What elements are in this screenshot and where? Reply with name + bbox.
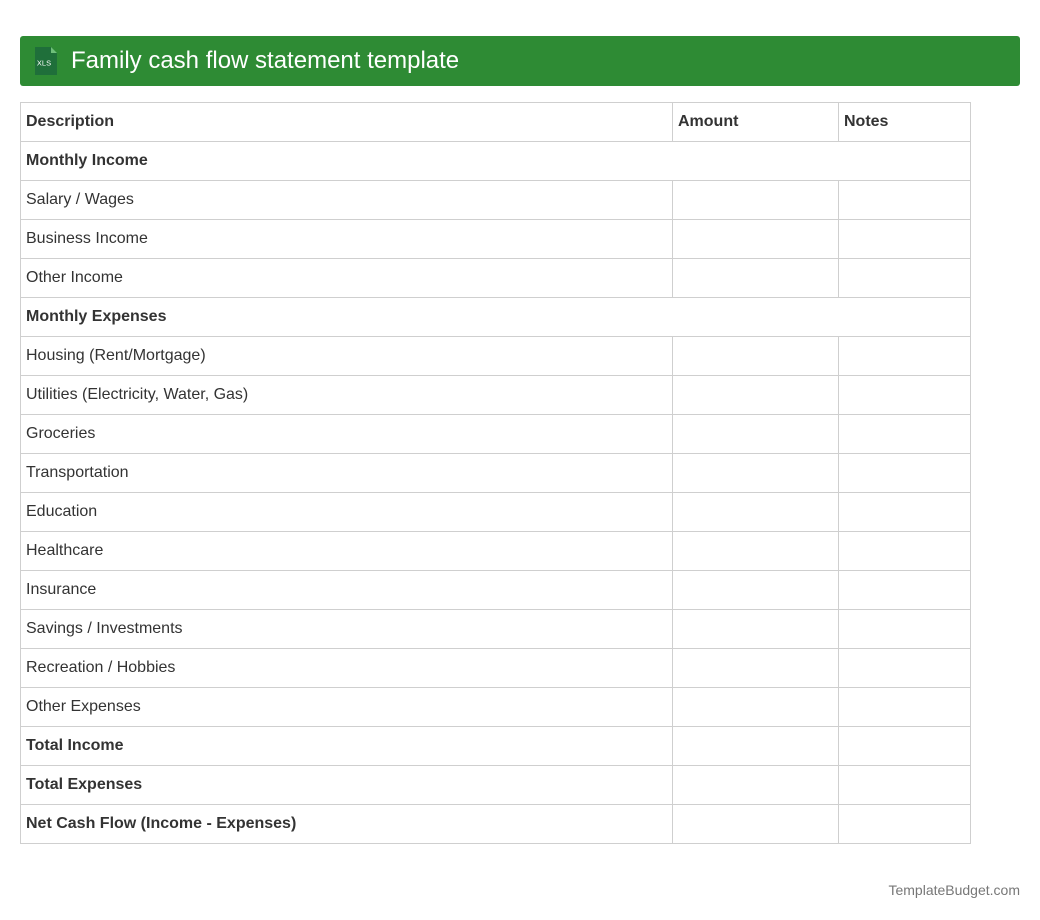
notes-cell[interactable] xyxy=(839,376,971,415)
notes-cell[interactable] xyxy=(839,415,971,454)
table-row xyxy=(21,610,971,649)
row-description: Other Income xyxy=(21,259,673,298)
amount-cell[interactable] xyxy=(673,454,839,493)
row-description: Housing (Rent/Mortgage) xyxy=(21,337,673,376)
section-row xyxy=(21,142,971,181)
amount-cell[interactable] xyxy=(673,766,839,805)
row-description: Education xyxy=(21,493,673,532)
amount-cell[interactable] xyxy=(673,532,839,571)
row-description: Other Expenses xyxy=(21,688,673,727)
total-row xyxy=(21,727,971,766)
notes-cell[interactable] xyxy=(839,571,971,610)
notes-cell[interactable] xyxy=(839,493,971,532)
amount-cell[interactable] xyxy=(673,415,839,454)
notes-cell[interactable] xyxy=(839,805,971,844)
row-description: Groceries xyxy=(21,415,673,454)
table-row xyxy=(21,376,971,415)
notes-cell[interactable] xyxy=(839,181,971,220)
row-description: Total Income xyxy=(21,727,673,766)
notes-cell[interactable] xyxy=(839,532,971,571)
row-description: Transportation xyxy=(21,454,673,493)
row-description: Recreation / Hobbies xyxy=(21,649,673,688)
notes-cell[interactable] xyxy=(839,688,971,727)
amount-cell[interactable] xyxy=(673,181,839,220)
amount-cell[interactable] xyxy=(673,376,839,415)
xls-file-icon xyxy=(32,46,60,76)
row-description: Savings / Investments xyxy=(21,610,673,649)
table-row xyxy=(21,688,971,727)
table-row xyxy=(21,220,971,259)
table-header-row xyxy=(21,103,971,142)
notes-cell[interactable] xyxy=(839,649,971,688)
xls-icon-label: XLS xyxy=(36,58,52,68)
total-row xyxy=(21,766,971,805)
notes-cell[interactable] xyxy=(839,259,971,298)
footer-brand: TemplateBudget.com xyxy=(888,882,1020,898)
row-description: Healthcare xyxy=(21,532,673,571)
notes-cell[interactable] xyxy=(839,766,971,805)
amount-cell[interactable] xyxy=(673,571,839,610)
amount-cell[interactable] xyxy=(673,727,839,766)
table-row xyxy=(21,454,971,493)
row-description: Salary / Wages xyxy=(21,181,673,220)
notes-cell[interactable] xyxy=(839,454,971,493)
row-description: Net Cash Flow (Income - Expenses) xyxy=(21,805,673,844)
total-row xyxy=(21,805,971,844)
amount-cell[interactable] xyxy=(673,688,839,727)
row-description: Business Income xyxy=(21,220,673,259)
amount-cell[interactable] xyxy=(673,337,839,376)
cash-flow-table xyxy=(20,102,971,844)
amount-cell[interactable] xyxy=(673,649,839,688)
row-description: Total Expenses xyxy=(21,766,673,805)
table-row xyxy=(21,259,971,298)
table-row xyxy=(21,532,971,571)
amount-cell[interactable] xyxy=(673,610,839,649)
table-row xyxy=(21,337,971,376)
amount-cell[interactable] xyxy=(673,805,839,844)
notes-cell[interactable] xyxy=(839,610,971,649)
section-row xyxy=(21,298,971,337)
page-title: Family cash flow statement template xyxy=(71,47,460,74)
amount-cell[interactable] xyxy=(673,220,839,259)
table-row xyxy=(21,415,971,454)
table-row xyxy=(21,571,971,610)
row-description: Utilities (Electricity, Water, Gas) xyxy=(21,376,673,415)
table-row xyxy=(21,493,971,532)
amount-cell[interactable] xyxy=(673,493,839,532)
section-label: Monthly Income xyxy=(21,142,971,181)
table-row xyxy=(21,649,971,688)
notes-cell[interactable] xyxy=(839,220,971,259)
section-label: Monthly Expenses xyxy=(21,298,971,337)
table-row xyxy=(21,181,971,220)
column-header-notes: Notes xyxy=(839,103,971,142)
notes-cell[interactable] xyxy=(839,727,971,766)
column-header-description: Description xyxy=(21,103,673,142)
page-header xyxy=(20,36,1020,86)
table-body xyxy=(21,142,971,844)
column-header-amount: Amount xyxy=(673,103,839,142)
notes-cell[interactable] xyxy=(839,337,971,376)
row-description: Insurance xyxy=(21,571,673,610)
amount-cell[interactable] xyxy=(673,259,839,298)
